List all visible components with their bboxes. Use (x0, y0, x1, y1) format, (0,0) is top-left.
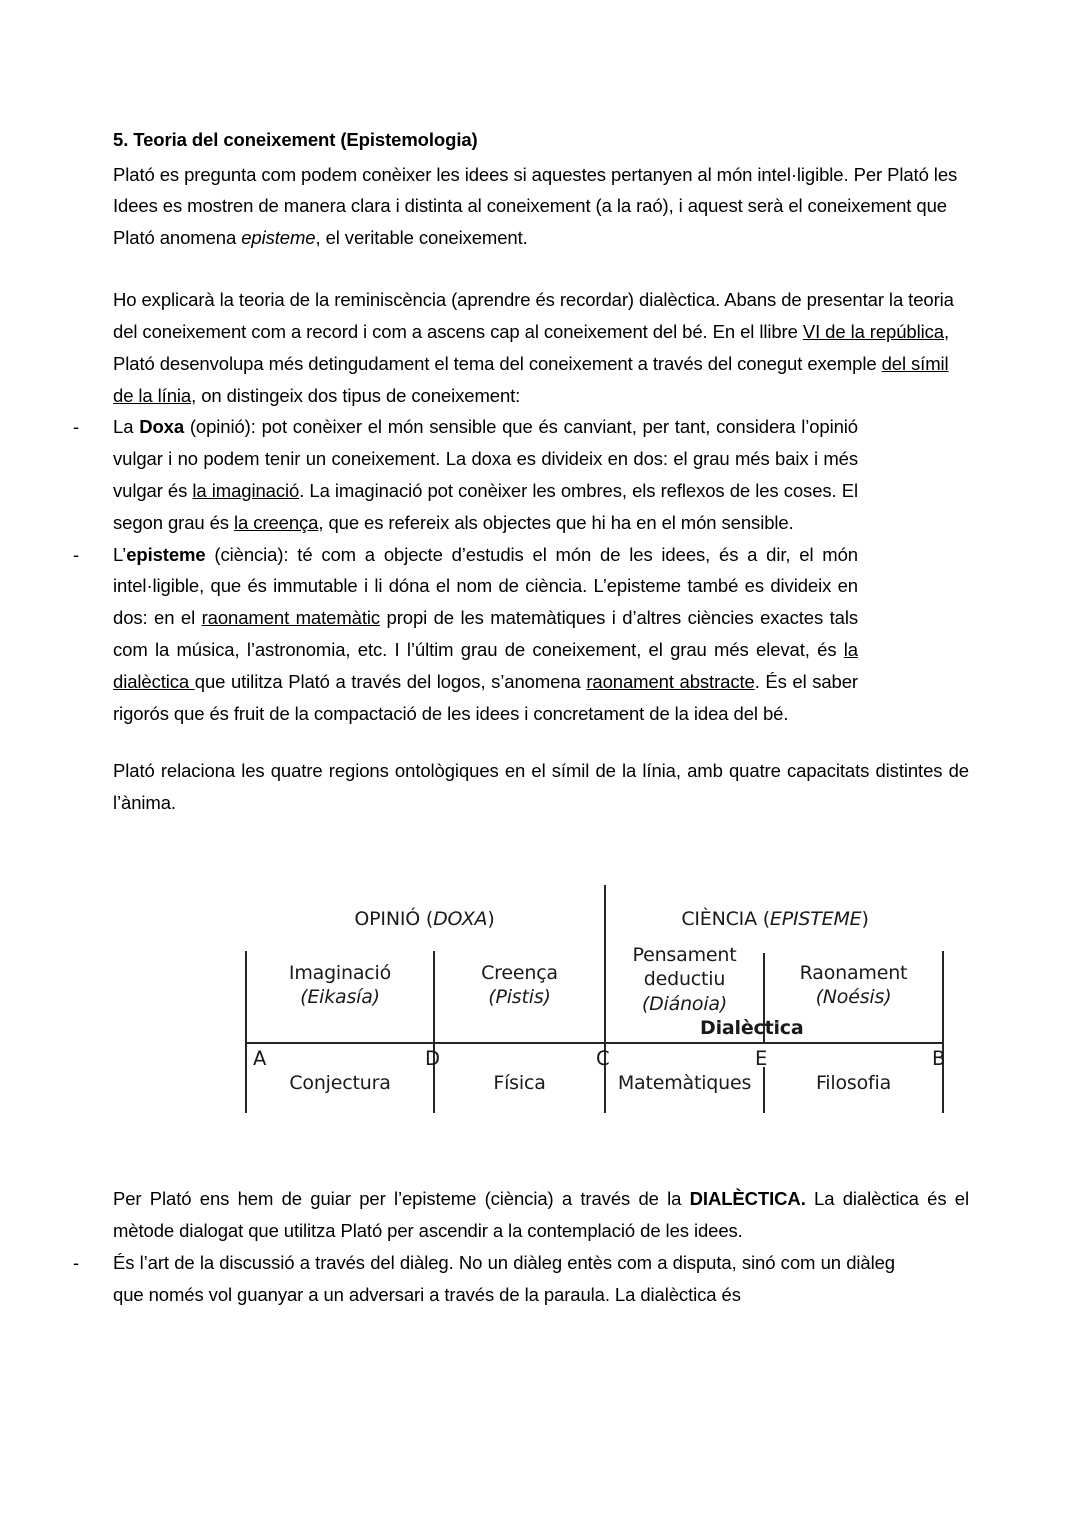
text-run: ) (861, 908, 869, 931)
list-item-art-discussio (73, 1247, 895, 1311)
text-run: ) (487, 908, 495, 931)
underlined-term-simil-linia: del símil de la línia (113, 352, 949, 406)
cell-line-2-dianoia: (Diánoia) (641, 992, 728, 1015)
cell-line-1: Raonament (799, 962, 908, 985)
cell-line-1: Creença (481, 962, 558, 985)
diagram-cell-raonament (765, 961, 942, 1010)
diagram-cell-matematiques: Matemàtiques (617, 1072, 752, 1095)
list-item-doxa (73, 411, 858, 538)
paragraph-quatre-regions: Plató relaciona les quatre regions ontològiques en el símil de la línia, amb quatre capacitats distintes de l’ànima. (113, 760, 969, 814)
page-title: 5. Teoria del coneixement (Epistemologia) (113, 129, 478, 150)
diagram-cell-fisica: Física (493, 1072, 546, 1095)
diagram-point-c: C (596, 1047, 610, 1071)
text-run: CIÈNCIA ( (681, 908, 770, 931)
diagram-header-opinio (245, 907, 604, 931)
diagram-cell-imaginacio (247, 961, 433, 1010)
diagram-header-ciencia (606, 907, 944, 931)
text-run: , que es refereix als objectes que hi ha en el món sensible. (318, 511, 794, 533)
dash-marker: - (73, 543, 80, 565)
underlined-term-raonament-abstracte: raonament abstracte (586, 670, 755, 692)
paragraph-dialectica-metode (113, 1183, 969, 1247)
bold-term-doxa: Doxa (139, 416, 185, 438)
bullet-list-dialectica (73, 1247, 895, 1311)
text-run: propi de les matemàtiques i d’altres ciències exactes tals com la música, l’astronomia, etc. I l’últim grau de coneixement, el grau més elevat, és (113, 607, 859, 661)
text-run: . La imaginació pot conèixer les ombres, els reflexos de les coses. El segon grau és (113, 479, 858, 533)
underlined-term-imaginacio: la imaginació (192, 479, 300, 501)
text-run: És l’art de la discussió a través del diàleg. No un diàleg entès com a disputa, sinó com un diàleg que només vol guanyar a un adversari a través de la paraula. La dialèctica és (113, 1251, 895, 1305)
underlined-term-la-dialectica: la dialèctica (113, 639, 858, 692)
underlined-term-creenca: la creença (234, 511, 319, 533)
axis-line (245, 1042, 944, 1044)
diagram-cell-filosofia: Filosofia (815, 1072, 892, 1095)
diagram-point-a: A (253, 1047, 267, 1071)
text-run: Ho explicarà la teoria de la reminiscència (aprendre és recordar) dialèctica. Abans de presentar la teoria del coneixement com a record i com a ascens cap al coneixement del bé. En el llibre (113, 289, 954, 342)
text-run: (ciència): té com a objecte d’estudis el món de les idees, és a dir, el món intel·ligible, que és immutable i li dóna el nom de ciència. L’episteme també es divideix en dos: en el (113, 543, 858, 629)
diagram-point-d: D (425, 1047, 441, 1071)
text-run: , el veritable coneixement. (315, 227, 528, 249)
document-body (73, 126, 970, 1310)
diagram-point-e: E (755, 1047, 768, 1071)
cell-line-2-pistis: (Pistis) (488, 986, 551, 1009)
text-run: L’ (113, 543, 127, 565)
paragraph-epistemologia-intro (113, 159, 969, 254)
text-run: , Plató desenvolupa més detingudament el tema del coneixement a través del conegut exemple (113, 320, 950, 374)
diagram-point-b: B (932, 1047, 946, 1071)
bullet-list-tipus-coneixement (73, 411, 859, 729)
simil-de-la-linia-diagram (245, 871, 957, 1121)
cell-line-1b: deductiu (643, 968, 726, 991)
diagram-label-dialectica: Dialèctica (700, 1017, 804, 1040)
text-run: Per Plató ens hem de guiar per l’episteme (ciència) a través de la (113, 1188, 690, 1210)
cell-line-2-eikasia: (Eikasía) (300, 986, 380, 1009)
text-run: Plató es pregunta com podem conèixer les idees si aquestes pertanyen al món intel·ligible. Per Plató les Idees es mostren de manera clara i distinta al coneixement (a la raó), i aquest serà el coneixement que Plató anomena (113, 163, 958, 249)
cell-line-1: Imaginació (288, 962, 392, 985)
italic-term-episteme-header: EPISTEME (769, 908, 862, 931)
cell-line-1: Pensament (632, 944, 737, 967)
bold-term-dialectica: DIALÈCTICA. (689, 1188, 806, 1210)
text-run: que utilitza Plató a través del logos, s’anomena (194, 670, 587, 692)
text-run: OPINIÓ ( (354, 908, 434, 931)
diagram-cell-creenca (435, 961, 604, 1010)
diagram-cell-conjectura: Conjectura (289, 1072, 391, 1095)
italic-term-episteme: episteme (241, 227, 316, 249)
dash-marker: - (73, 1251, 80, 1273)
dash-marker: - (73, 416, 80, 438)
cell-line-2-noesis: (Noésis) (815, 986, 892, 1009)
italic-term-doxa: DOXA (433, 908, 488, 931)
text-run: La (113, 416, 140, 438)
underlined-term-raonament-matematic: raonament matemàtic (201, 607, 381, 629)
bold-term-episteme: episteme (126, 543, 206, 565)
list-item-episteme (73, 539, 859, 730)
text-run: . És el saber rigorós que és fruit de la compactació de les idees i concretament de la idea del bé. (113, 670, 858, 724)
diagram-cell-pensament-deductiu (606, 943, 763, 1016)
divider-line-b (942, 951, 944, 1113)
text-run: La dialèctica és el mètode dialogat que utilitza Plató per ascendir a la contemplació de les idees. (113, 1188, 970, 1241)
paragraph-spacer (113, 254, 969, 284)
paragraph-reminiscencia (113, 284, 969, 411)
text-run: (opinió): pot conèixer el món sensible que és canviant, per tant, considera l’opinió vulgar i no podem tenir un coneixement. La doxa es divideix en dos: el grau més baix i més vulgar és (113, 416, 858, 501)
text-run: , on distingeix dos tipus de coneixement: (191, 384, 521, 406)
underlined-term-republica: VI de la república (802, 320, 944, 342)
